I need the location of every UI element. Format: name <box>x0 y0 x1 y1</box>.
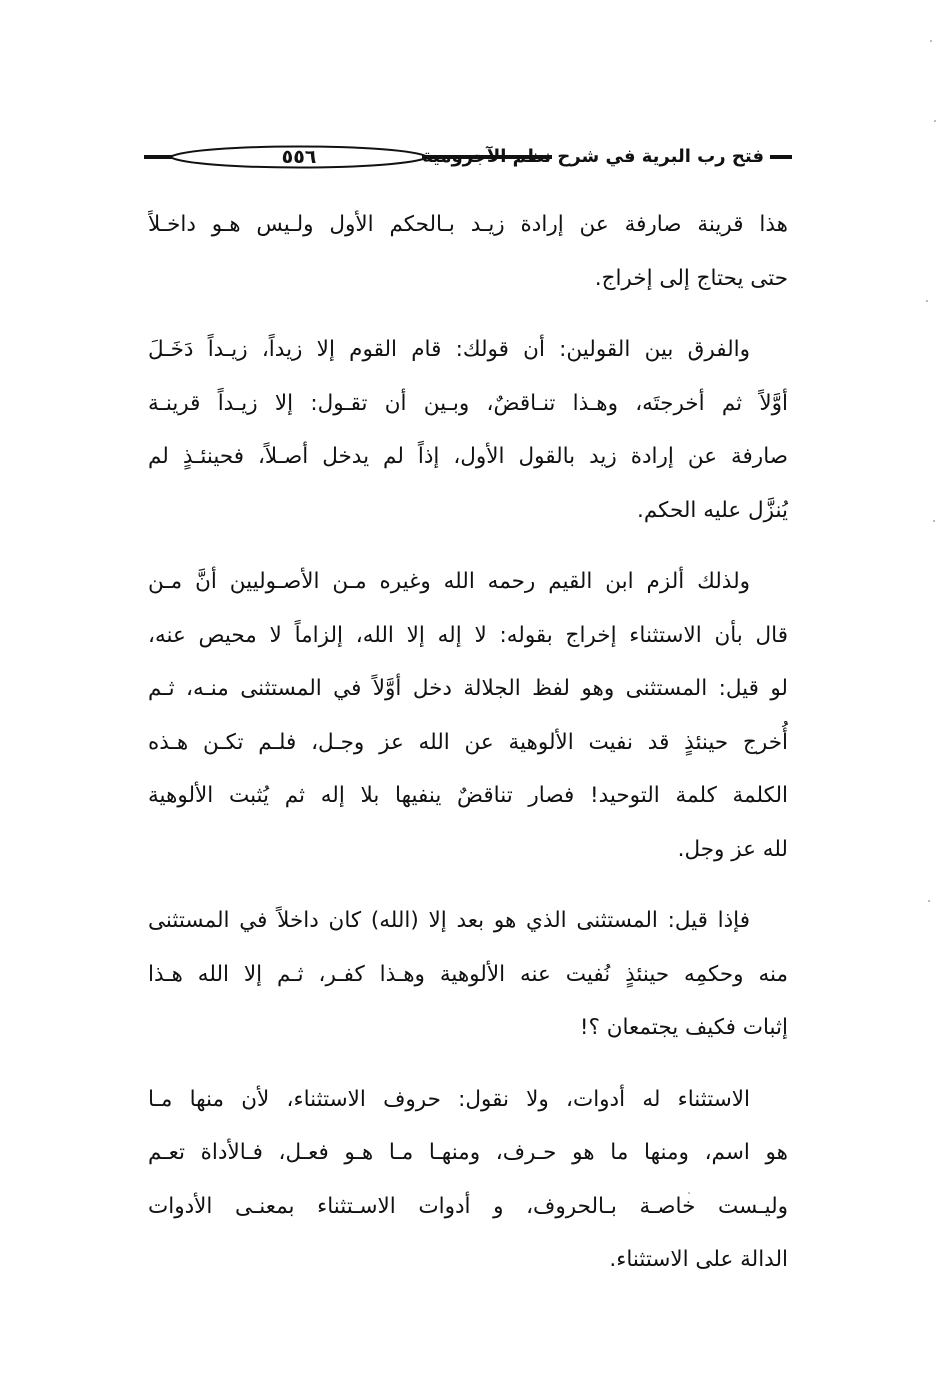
scan-speck <box>926 300 928 302</box>
page-number-frame <box>164 141 434 173</box>
text-line: إثبات فكيف يجتمعان ؟! <box>579 1015 788 1040</box>
text-line: حتى يحتاج إلى إخراج. <box>594 265 788 291</box>
running-title: فتح رب البرية في شرح نظم الآجرومية <box>422 146 764 167</box>
scan-speck <box>933 520 935 522</box>
scan-speck <box>934 120 936 122</box>
text-line: أوَّلاً ثم أخرجتَه، وهـذا تنـاقضٌ، وبـين أن تقـول: إلا زيـداً قرينـة <box>148 390 788 416</box>
text-line: الدالة على الاستثناء. <box>609 1247 788 1272</box>
running-header <box>140 138 792 180</box>
scan-speck <box>928 900 930 902</box>
text-line: وليـست خاصـة بـالحروف، و أدوات الاسـتثناء بمعنـى الأدوات <box>148 1193 788 1219</box>
text-line: الاستثناء له أدوات، ولا نقول: حروف الاستثناء، لأن منها مـا <box>148 1086 750 1112</box>
text-line: ولذلك ألزم ابن القيم رحمه الله وغيره مـن الأصـوليين أنَّ مـن <box>148 569 750 594</box>
paragraph-3 <box>148 555 788 876</box>
paragraph-4 <box>148 894 788 1055</box>
text-line: منه وحكمِه حينئذٍ نُفيت عنه الألوهية وهـذا كفـر، ثـم إلا الله هـذا <box>148 961 788 987</box>
scan-speck <box>930 40 932 42</box>
page-number: ٥٥٦ <box>281 146 317 168</box>
text-line: قال بأن الاستثناء إخراج بقوله: لا إله إلا الله، إلزاماً لا محيص عنه، <box>148 622 788 648</box>
body-text <box>148 198 788 1305</box>
text-line: لله عز وجل. <box>677 836 788 862</box>
text-line: صارفة عن إرادة زيد بالقول الأول، إذاً لم يدخل أصـلاً، فحينئـذٍ لم <box>148 444 788 469</box>
text-line: والفرق بين القولين: أن قولك: قام القوم إلا زيداً، زيـداً دَخَـلَ <box>148 337 750 362</box>
text-line: الكلمة كلمة التوحيد! فصار تناقضٌ ينفيها بلا إله ثم يُثبت الألوهية <box>148 783 788 808</box>
text-line: أُخرج حينئذٍ قد نفيت الألوهية عن الله عز وجـل، فلـم تكـن هـذه <box>148 729 788 755</box>
text-line: هو اسم، ومنها ما هو حـرف، ومنهـا مـا هـو فعـل، فـالأداة تعـم <box>148 1140 788 1165</box>
text-line: يُنزَّل عليه الحكم. <box>636 497 788 523</box>
paragraph-2 <box>148 323 788 537</box>
paragraph-5 <box>148 1073 788 1287</box>
header-rule-right <box>770 155 792 159</box>
paragraph-1 <box>148 198 788 305</box>
text-line: فإذا قيل: المستثنى الذي هو بعد إلا (الله) كان داخلاً في المستثنى <box>148 908 750 933</box>
scan-speck <box>688 1192 690 1194</box>
text-line: لو قيل: المستثنى وهو لفظ الجلالة دخل أوَّلاً في المستثنى منـه، ثـم <box>148 676 788 701</box>
text-line: هذا قرينة صارفة عن إرادة زيـد بـالحكم الأول ولـيس هـو داخـلاً <box>148 212 788 237</box>
